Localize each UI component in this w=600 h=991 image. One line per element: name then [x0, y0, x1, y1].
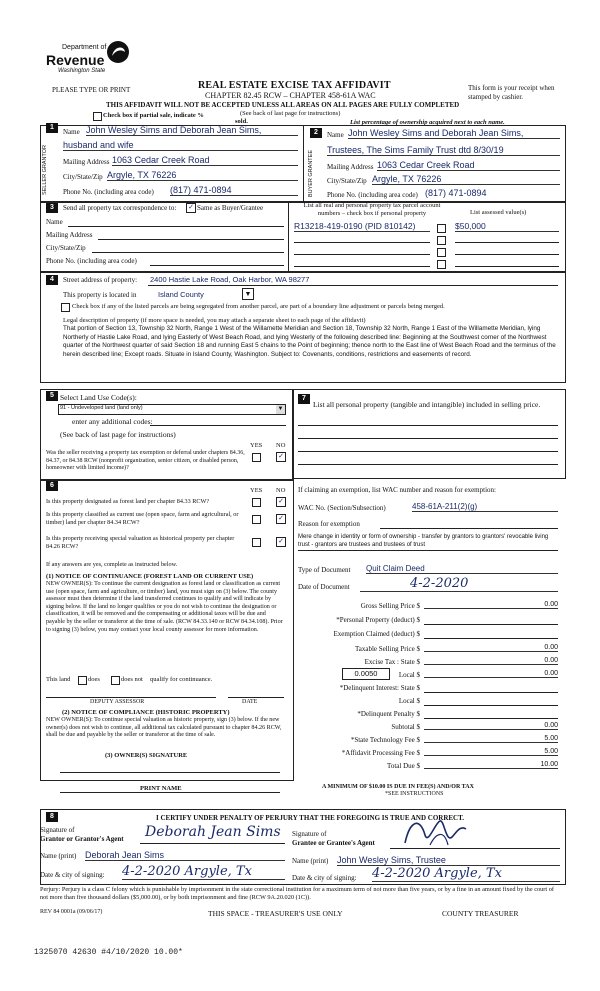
land-use-value: 91 - Undeveloped land (land only)	[60, 405, 143, 411]
historic-yes[interactable]	[252, 538, 261, 547]
does-not-checkbox[interactable]	[111, 676, 120, 685]
taxable-value[interactable]: 0.00	[424, 644, 558, 652]
parcel-header: List all real and personal property tax parcel account numbers – check box if personal property	[303, 202, 441, 217]
subtotal-label: Subtotal $	[391, 723, 420, 731]
s5-no-header: NO	[276, 442, 286, 449]
land-use-label: Select Land Use Code(s):	[60, 393, 137, 402]
revenue-swirl-icon	[106, 40, 130, 64]
logo-dept: Department of	[62, 44, 107, 51]
buyer-phone-label: Phone No. (including area code)	[327, 191, 418, 199]
this-land-label: This land	[46, 676, 71, 683]
deputy-date-label: DATE	[242, 699, 258, 705]
excise-state-label: Excise Tax : State $	[364, 658, 420, 666]
revenue-logo	[40, 40, 135, 80]
parcel-2-personal-checkbox[interactable]	[437, 236, 446, 245]
receipt-note: This form is your receipt when stamped by cashier.	[468, 84, 555, 101]
form-chapter: CHAPTER 82.45 RCW – CHAPTER 458-61A WAC	[205, 91, 376, 100]
grantor-date-label: Date & city of signing:	[40, 871, 105, 879]
grantor-name[interactable]: Deborah Jean Sims	[85, 850, 285, 861]
doc-type[interactable]: Quit Claim Deed	[366, 564, 558, 574]
logo-revenue: Revenue	[46, 52, 105, 68]
affidavit-fee-value[interactable]: 5.00	[424, 748, 558, 756]
grantee-sig-label-1: Signature of	[292, 830, 327, 838]
s6-no-header: NO	[276, 487, 286, 494]
legal-description[interactable]: That portion of Section 13, Township 32 North, Range 1 West of the Willamette Meridian and Section 18, Township 32 North, Range 1 East of the Willamette Meridian, lying Northerly of Hastie Lake Road, and lying Easterly of West Beach Road, and lying Westerly of the following described line: Beginning at the Southwest corner of the Northwest quarter of the Northwest quarter of said Section 18 and running East 5 chains to the Point of beginning; thence north to the East line of West Beach Road and the terminus of the herein described line; Except roads. Situate in Island County, Washington. Subject to: Covenants, conditions, restrictions and easements of record.	[63, 325, 556, 358]
corr-name-label: Name	[46, 218, 63, 226]
assessed-1[interactable]: $50,000	[455, 221, 559, 232]
personal-deduct-label: *Personal Property (deduct) $	[336, 616, 420, 624]
see-instructions: *SEE INSTRUCTIONS	[385, 791, 444, 797]
corr-mailing-label: Mailing Address	[46, 231, 93, 239]
taxable-label: Taxable Selling Price $	[354, 645, 420, 653]
parcel-1[interactable]: R13218-419-0190 (PID 810142)	[294, 221, 430, 232]
qualify-label: qualify for continuance.	[150, 676, 213, 683]
buyer-mailing-label: Mailing Address	[327, 163, 374, 171]
reason-label: Reason for exemption	[298, 520, 360, 528]
excise-local-label: Local $	[398, 671, 420, 679]
doc-date[interactable]: 4-2-2020	[360, 576, 558, 592]
current-use-question: Is this property classified as current use (open space, farm and agricultural, or timber) land per chapter 84.34 RCW?	[46, 511, 239, 526]
section-4-number: 4	[46, 275, 58, 285]
street-address[interactable]: 2400 Hastie Lake Road, Oak Harbor, WA 98277	[150, 275, 310, 284]
buyer-city[interactable]: Argyle, TX 76226	[372, 174, 560, 185]
treasurer-use-only: THIS SPACE - TREASURER'S USE ONLY	[208, 909, 343, 918]
excise-local-value[interactable]: 0.00	[424, 670, 558, 678]
deputy-assessor-label: DEPUTY ASSESSOR	[90, 699, 145, 705]
personal-property-label: List all personal property (tangible and intangible) included in selling price.	[313, 400, 541, 409]
corr-city-label: City/State/Zip	[46, 244, 86, 252]
seller-mailing-label: Mailing Address	[63, 158, 110, 166]
exemption-reason[interactable]: Mere change in identity or form of ownership - transfer by grantors to grantors' revocable living trust - grantors are trustees and trustees of trust	[298, 534, 549, 548]
land-use-dropdown-icon[interactable]: ▼	[277, 406, 284, 412]
total-label: Total Due $	[387, 762, 420, 770]
grantee-date-city[interactable]: 4-2-2020 Argyle, Tx	[372, 866, 560, 882]
please-type: PLEASE TYPE OR PRINT	[52, 86, 131, 94]
notice-continuance-body: NEW OWNER(S): To continue the current designation as forest land or classification as current use (open space, farm and agriculture, or timber) land, you must sign on (3) below. The county assessor must then determine if the land transferred continues to qualify and will indicate by signing below. If the land no longer qualifies or you do not wish to continue the designation or classification, it will be removed and the compensating or additional taxes will be due and payable by the seller or transferor at the time of sale. (RCW 84.33.140 or RCW 84.34.108). Prior to signing (3) below, you may contact your local county assessor for more information.	[46, 581, 283, 633]
county-select[interactable]: Island County	[158, 290, 204, 299]
minimum-note: A MINIMUM OF $10.00 IS DUE IN FEE(S) AND/OR TAX	[322, 784, 474, 790]
total-value[interactable]: 10.00	[424, 761, 558, 769]
seller-city[interactable]: Argyle, TX 76226	[107, 170, 298, 181]
certify-statement: I CERTIFY UNDER PENALTY OF PERJURY THAT THE FOREGOING IS TRUE AND CORRECT.	[156, 814, 465, 822]
local-rate[interactable]: 0.0050	[342, 668, 390, 680]
delinquent-penalty-label: *Delinquent Penalty $	[357, 710, 420, 718]
buyer-name-2[interactable]: Trustees, The Sims Family Trust dtd 8/30/19	[327, 145, 560, 156]
delinquent-local-label: Local $	[398, 697, 420, 705]
land-use-see-back: (See back of last page for instructions)	[60, 430, 176, 439]
parcel-1-personal-checkbox[interactable]	[437, 224, 446, 233]
if-yes-note: If any answers are yes, complete as instructed below.	[46, 561, 178, 568]
buyer-side-label: BUYER GRANTEE	[308, 150, 314, 198]
grantee-signature-scribble[interactable]	[400, 815, 470, 849]
section-1-number: 1	[46, 123, 58, 133]
seller-mailing[interactable]: 1063 Cedar Creek Road	[112, 155, 298, 166]
seller-exemption-question: Was the seller receiving a property tax exemption or deferral under chapters 84.36, 84.37, or 84.38 RCW (nonprofit organization, senior citizen, or disabled person, homeowner with limited income)?	[46, 450, 245, 471]
corr-phone-label: Phone No. (including area code)	[46, 257, 137, 265]
grantee-name[interactable]: John Wesley Sims, Trustee	[337, 855, 560, 866]
grantor-date-city[interactable]: 4-2-2020 Argyle, Tx	[122, 864, 285, 880]
wac-number[interactable]: 458-61A-211(2)(g)	[412, 502, 558, 512]
grantee-name-label: Name (print)	[292, 857, 329, 865]
tech-fee-value[interactable]: 5.00	[424, 735, 558, 743]
seller-phone-label: Phone No. (including area code)	[63, 188, 154, 196]
form-title: REAL ESTATE EXCISE TAX AFFIDAVIT	[198, 80, 391, 91]
seller-name-1[interactable]: John Wesley Sims and Deborah Jean Sims,	[86, 125, 298, 136]
rev-number: REV 84 0001a (09/06/17)	[40, 909, 103, 915]
forest-land-no[interactable]: ✓	[276, 497, 286, 507]
additional-codes-label: enter any additional codes:	[72, 417, 153, 426]
section-3-number: 3	[46, 203, 58, 213]
seller-side-label: SELLER GRANTOR	[42, 145, 48, 196]
grantor-name-label: Name (print)	[40, 852, 77, 860]
cashier-stamp: 1325070 42630 #4/10/2020 10.00*	[34, 948, 183, 957]
see-back-note: (See back of last page for instructions)	[240, 110, 341, 117]
partial-sale-checkbox[interactable]	[93, 112, 102, 121]
parcel-4-personal-checkbox[interactable]	[437, 260, 446, 269]
current-use-yes[interactable]	[252, 515, 261, 524]
sold-label: sold.	[235, 118, 248, 125]
grantor-signature[interactable]: Deborah Jean Sims	[145, 824, 281, 840]
section-7-number: 7	[298, 394, 310, 404]
seller-name-2[interactable]: husband and wife	[63, 140, 298, 151]
section-5-number: 5	[46, 391, 58, 401]
buyer-phone[interactable]: (817) 471-0894	[425, 188, 487, 198]
logo-state: Washington State	[58, 68, 106, 74]
excise-state-value[interactable]: 0.00	[424, 657, 558, 665]
located-label: This property is located in	[63, 291, 137, 299]
county-dropdown-icon[interactable]: ▼	[242, 288, 254, 300]
doc-type-label: Type of Document	[298, 566, 351, 574]
land-use-select[interactable]	[58, 404, 286, 415]
seller-exemption-yes[interactable]	[252, 453, 261, 462]
perjury-notice: Perjury: Perjury is a class C felony which is punishable by imprisonment in the state correctional institution for a maximum term of not more than five years, or by a fine in an amount fixed by the court of not more than five thousand dollars ($5,000.00), or by both imprisonment and fine (RCW 9A.20.020 (1C)).	[40, 886, 554, 901]
send-correspondence-label: Send all property tax correspondence to:	[63, 204, 177, 212]
parcel-3-personal-checkbox[interactable]	[437, 248, 446, 257]
segregated-label: Check box if any of the listed parcels are being segregated from another parcel, are part of a boundary line adjustment or parcels being merged.	[72, 303, 445, 310]
seller-phone[interactable]: (817) 471-0894	[170, 185, 298, 196]
exemption-deduct-label: Exemption Claimed (deduct) $	[333, 630, 420, 638]
affidavit-fee-label: *Affidavit Processing Fee $	[341, 749, 420, 757]
subtotal-value[interactable]: 0.00	[424, 722, 558, 730]
section-2-number: 2	[310, 128, 322, 138]
forest-land-yes[interactable]	[252, 498, 261, 507]
print-name-label: PRINT NAME	[140, 785, 182, 792]
wac-label: WAC No. (Section/Subsection)	[298, 504, 386, 512]
exemption-label: If claiming an exemption, list WAC number and reason for exemption:	[298, 486, 496, 494]
gross-value[interactable]: 0.00	[424, 601, 558, 609]
historic-question: Is this property receiving special valuation as historical property per chapter 84.26 RCW?	[46, 535, 235, 550]
s6-yes-header: YES	[250, 487, 263, 494]
section-6-number: 6	[46, 481, 58, 491]
section-8-number: 8	[46, 812, 58, 822]
grantor-sig-label-2: Grantor or Grantor's Agent	[40, 835, 124, 843]
buyer-name-label: Name	[327, 131, 344, 139]
buyer-name-1[interactable]: John Wesley Sims and Deborah Jean Sims,	[348, 128, 560, 139]
grantee-sig-label-2: Grantee or Grantee's Agent	[292, 839, 375, 847]
same-as-buyer-label: Same as Buyer/Grantee	[197, 204, 264, 212]
same-as-buyer-checkbox[interactable]: ✓	[186, 203, 196, 213]
legal-description-label: Legal description of property (if more space is needed, you may attach a separate sheet to each page of the affidavit)	[63, 317, 366, 324]
forest-land-question: Is this property designated as forest land per chapter 84.33 RCW?	[46, 498, 210, 505]
does-not-label: does not	[121, 676, 143, 683]
delinquent-interest-label: *Delinquent Interest: State $	[339, 684, 420, 692]
seller-name-label: Name	[63, 128, 80, 136]
form-warning: THIS AFFIDAVIT WILL NOT BE ACCEPTED UNLESS ALL AREAS ON ALL PAGES ARE FULLY COMPLETED	[106, 101, 460, 109]
notice-compliance-title: (2) NOTICE OF COMPLIANCE (HISTORIC PROPERTY)	[62, 709, 230, 716]
does-label: does	[88, 676, 100, 683]
doc-date-label: Date of Document	[298, 583, 350, 591]
current-use-no[interactable]: ✓	[276, 514, 286, 524]
tech-fee-label: *State Technology Fee $	[350, 736, 420, 744]
seller-city-label: City/State/Zip	[63, 173, 103, 181]
s5-yes-header: YES	[250, 442, 263, 449]
does-checkbox[interactable]	[78, 676, 87, 685]
grantee-date-label: Date & city of signing:	[292, 874, 357, 882]
street-label: Street address of property:	[63, 276, 138, 284]
assessed-header: List assessed value(s)	[470, 209, 527, 216]
ownership-pct-note: List percentage of ownership acquired next to each name.	[350, 119, 505, 126]
notice-compliance-body: NEW OWNER(S): To continue special valuation as historic property, sign (3) below. If the new owner(s) does not wish to continue, all additional tax calculated pursuant to chapter 84.26 RCW, shall be due and payable by the seller or transferor at the time of sale.	[46, 717, 282, 739]
owner-signature-label: (3) OWNER(S) SIGNATURE	[105, 752, 188, 759]
partial-sale-label: Check box if partial sale, indicate %	[103, 112, 204, 119]
notice-continuance-title: (1) NOTICE OF CONTINUANCE (FOREST LAND OR CURRENT USE)	[46, 573, 254, 580]
gross-label: Gross Selling Price $	[360, 602, 420, 610]
buyer-mailing[interactable]: 1063 Cedar Creek Road	[377, 160, 560, 171]
seller-exemption-no[interactable]: ✓	[276, 452, 286, 462]
buyer-city-label: City/State/Zip	[327, 177, 367, 185]
county-treasurer: COUNTY TREASURER	[442, 909, 519, 918]
historic-no[interactable]: ✓	[276, 537, 286, 547]
segregated-checkbox[interactable]	[61, 303, 70, 312]
grantor-sig-label-1: Signature of	[40, 826, 75, 834]
